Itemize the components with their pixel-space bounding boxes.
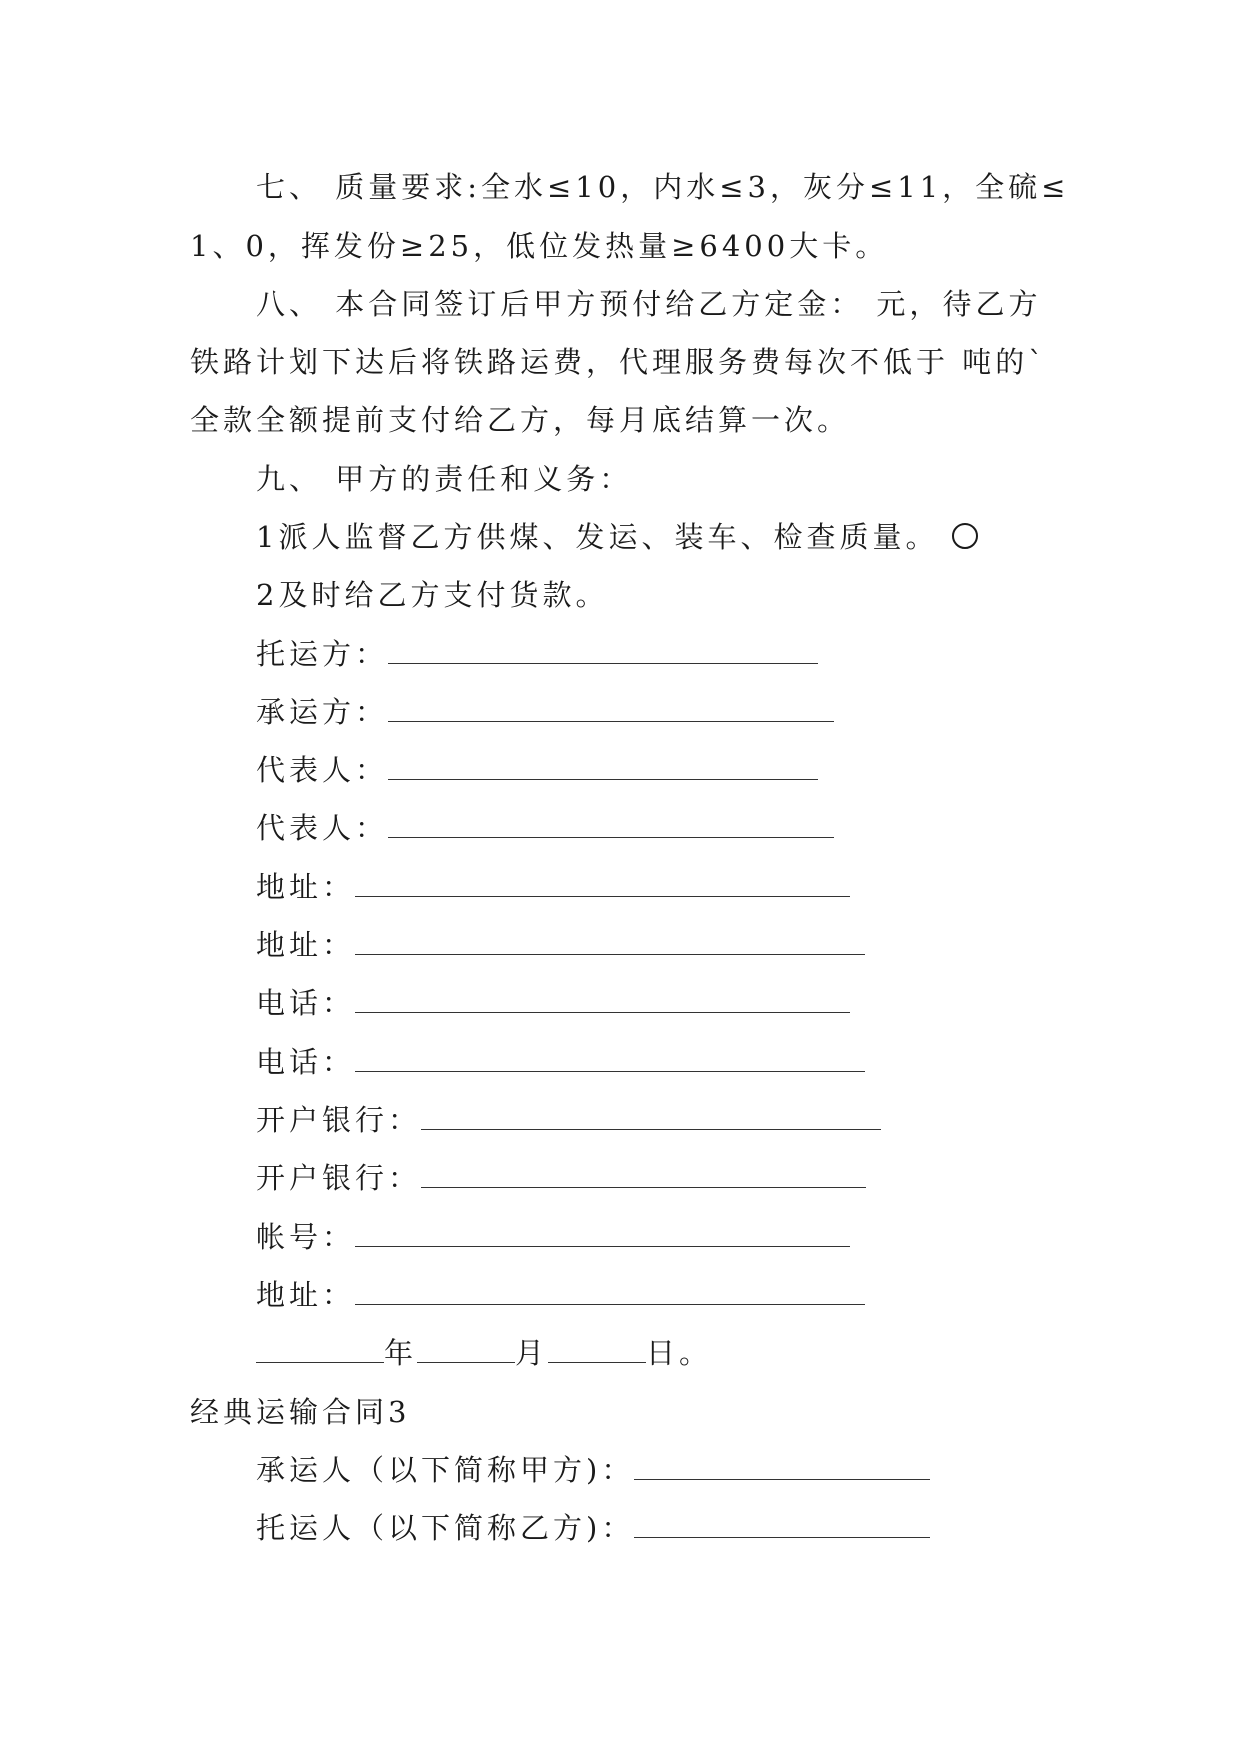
field-label: 地址： <box>256 1278 356 1312</box>
field-row <box>256 750 818 790</box>
year-blank[interactable] <box>256 1336 384 1363</box>
clause-8-line-1: 八、 本合同签订后甲方预付给乙方定金： 元，待乙方 <box>256 287 1042 321</box>
field-blank[interactable] <box>355 928 865 955</box>
clause-9-heading: 九、 甲方的责任和义务： <box>256 462 633 496</box>
field-blank[interactable] <box>421 1103 881 1130</box>
field-label: 地址： <box>256 870 356 904</box>
field-label: 承运方： <box>256 695 389 729</box>
field-row <box>256 867 850 907</box>
field-blank[interactable] <box>355 1220 850 1247</box>
field-label: 电话： <box>256 986 356 1020</box>
field-blank[interactable] <box>421 1161 866 1188</box>
clause-9-item-1 <box>256 517 978 557</box>
field-label: 帐号： <box>256 1220 356 1254</box>
field-label: 开户银行： <box>256 1161 422 1195</box>
field-blank[interactable] <box>355 1278 865 1305</box>
field-row <box>256 1275 865 1315</box>
month-blank[interactable] <box>417 1336 515 1363</box>
field-row <box>256 808 834 848</box>
field-label: 地址： <box>256 928 356 962</box>
field-row <box>256 634 818 674</box>
field-blank[interactable] <box>355 870 850 897</box>
clause-8-line-3: 全款全额提前支付给乙方，每月底结算一次。 <box>190 403 851 437</box>
field-row <box>256 1217 850 1257</box>
day-label: 日。 <box>646 1336 713 1370</box>
clause-7-line-1: 七、 质量要求:全水≤10，内水≤3，灰分≤11，全硫≤ <box>256 170 1070 204</box>
field-label: 电话： <box>256 1045 356 1079</box>
clause-7-line-2: 1、0，挥发份≥25，低位发热量≥6400大卡。 <box>190 229 889 263</box>
field-row <box>256 692 834 732</box>
field-blank[interactable] <box>355 986 850 1013</box>
field-row <box>256 983 850 1023</box>
section-title: 经典运输合同3 <box>190 1395 411 1429</box>
party-carrier-blank[interactable] <box>634 1453 930 1480</box>
date-line <box>256 1333 712 1373</box>
day-blank[interactable] <box>548 1336 646 1363</box>
party-carrier-row <box>256 1450 930 1490</box>
field-blank[interactable] <box>388 695 834 722</box>
clause-8-line-2: 铁路计划下达后将铁路运费，代理服务费每次不低于 吨的` <box>190 345 1047 379</box>
clause-9-item-1-text: 1派人监督乙方供煤、发运、装车、检查质量。 <box>256 520 939 554</box>
field-blank[interactable] <box>388 637 818 664</box>
field-label: 代表人： <box>256 811 389 845</box>
field-row <box>256 925 865 965</box>
month-label: 月 <box>515 1336 549 1370</box>
field-label: 开户银行： <box>256 1103 422 1137</box>
party-shipper-row <box>256 1508 930 1548</box>
field-blank[interactable] <box>388 811 834 838</box>
party-shipper-label: 托运人（以下简称乙方)： <box>256 1511 635 1545</box>
field-row <box>256 1042 865 1082</box>
field-blank[interactable] <box>388 753 818 780</box>
circle-mark-icon <box>952 523 978 549</box>
clause-9-item-2: 2及时给乙方支付货款。 <box>256 578 609 612</box>
field-row <box>256 1100 881 1140</box>
year-label: 年 <box>384 1336 418 1370</box>
field-label: 托运方： <box>256 637 389 671</box>
party-shipper-blank[interactable] <box>634 1511 930 1538</box>
party-carrier-label: 承运人（以下简称甲方)： <box>256 1453 635 1487</box>
field-label: 代表人： <box>256 753 389 787</box>
field-blank[interactable] <box>355 1045 865 1072</box>
field-row <box>256 1158 866 1198</box>
